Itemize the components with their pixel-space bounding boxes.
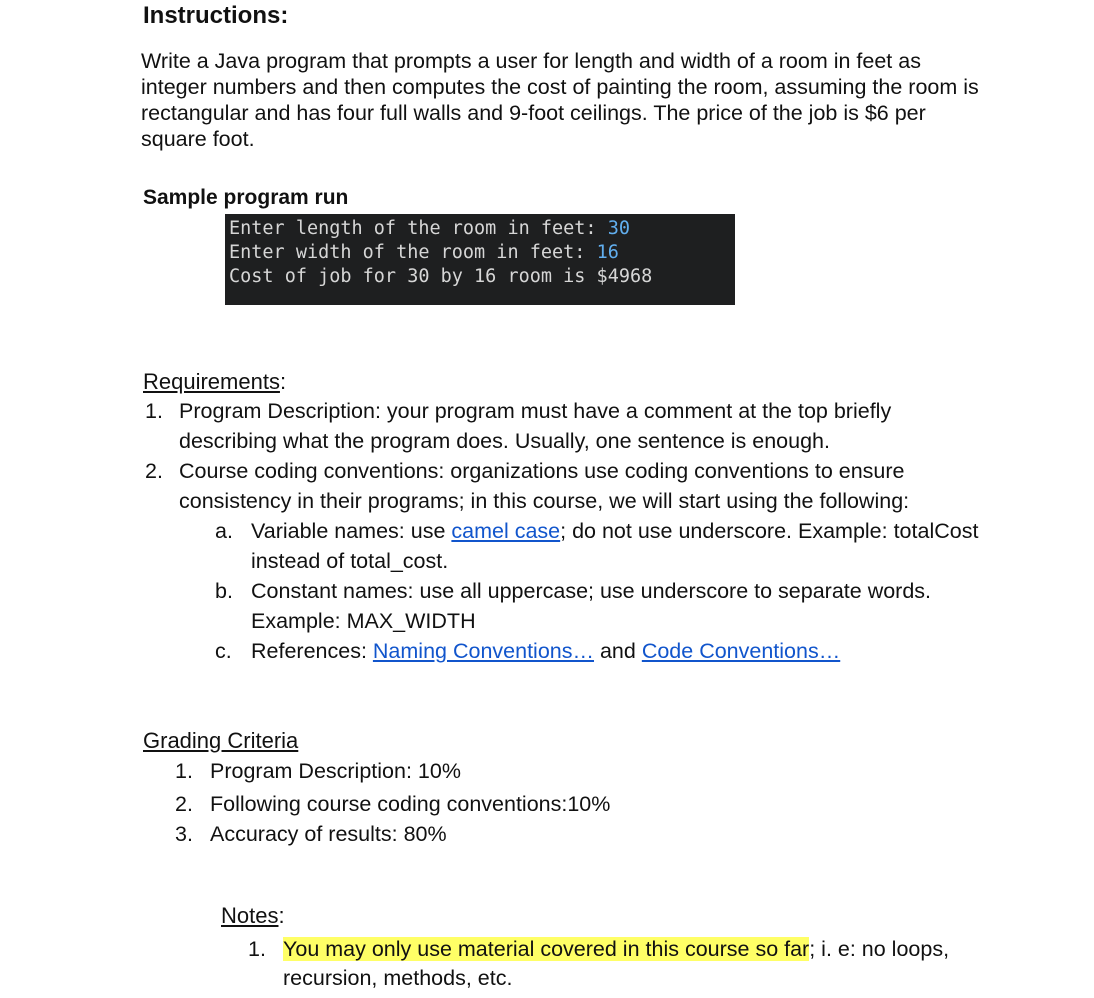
sublist-item-continuation: instead of total_cost. [251, 549, 449, 573]
instructions-paragraph [141, 48, 1091, 152]
requirements-title-text: Requirements [143, 369, 280, 394]
sublist-item-continuation: Example: MAX_WIDTH [251, 609, 476, 633]
instructions-line: square foot. [141, 127, 255, 151]
sample-run-title: Sample program run [143, 186, 349, 209]
list-item: Program Description: your program must have a comment at the top briefly [179, 399, 892, 423]
list-number: 1. [248, 937, 266, 961]
code-conventions-link[interactable]: Code Conventions… [641, 639, 841, 663]
grading-item: Program Description: 10% [210, 759, 461, 783]
sublist-item [251, 517, 978, 547]
list-number: 3. [175, 822, 193, 846]
instructions-heading: Instructions: [143, 2, 289, 29]
list-item-continuation: describing what the program does. Usually, one sentence is enough. [179, 429, 830, 453]
sublist-text: ; do not use underscore. Example: totalCost [560, 519, 979, 543]
list-number: 1. [175, 759, 193, 783]
grading-criteria-title-text: Grading Criteria [143, 728, 299, 753]
list-number: 1. [145, 399, 163, 423]
terminal-prompt: Enter width of the room in feet: [229, 242, 597, 263]
list-number: 2. [175, 792, 193, 816]
instructions-line: Write a Java program that prompts a user for length and width of a room in feet as [141, 49, 921, 73]
list-item-continuation: consistency in their programs; in this course, we will start using the following: [179, 489, 910, 513]
sublist-item: Constant names: use all uppercase; use underscore to separate words. [251, 579, 932, 603]
notes-item [283, 935, 949, 965]
camel-case-link[interactable]: camel case [451, 519, 561, 543]
sublist-text: References: [251, 639, 373, 663]
terminal-input-value: 16 [596, 242, 619, 263]
grading-item: Following course coding conventions:10% [210, 792, 611, 816]
sublist-item [251, 637, 840, 667]
requirements-title-colon: : [279, 369, 287, 394]
list-item: Course coding conventions: organizations use coding conventions to ensure [179, 459, 905, 483]
terminal-line-3: Cost of job for 30 by 16 room is $4968 [229, 266, 653, 287]
terminal-line-2 [229, 241, 735, 265]
notes-title-colon: : [278, 903, 285, 928]
terminal-line-1 [229, 217, 735, 241]
sublist-letter: a. [215, 519, 233, 543]
instructions-line: rectangular and has four full walls and 9-foot ceilings. The price of the job is $6 per [141, 101, 926, 125]
grading-criteria-title [143, 728, 298, 754]
terminal-input-value: 30 [607, 218, 630, 239]
naming-conventions-link[interactable]: Naming Conventions… [372, 639, 594, 663]
terminal-prompt: Enter length of the room in feet: [229, 218, 608, 239]
sample-run-terminal [225, 214, 735, 305]
grading-item: Accuracy of results: 80% [210, 822, 447, 846]
sublist-text: and [594, 639, 642, 663]
list-number: 2. [145, 459, 163, 483]
sublist-letter: b. [215, 579, 233, 603]
highlighted-text: You may only use material covered in this course so far [283, 937, 810, 961]
requirements-title [143, 369, 286, 395]
sublist-letter: c. [215, 639, 232, 663]
notes-title-text: Notes [221, 903, 279, 928]
notes-item-continuation: recursion, methods, etc. [283, 966, 513, 990]
sublist-text: Variable names: use [251, 519, 452, 543]
notes-text: ; i. e: no loops, [809, 937, 950, 961]
notes-title [221, 903, 285, 929]
instructions-line: integer numbers and then computes the cost of painting the room, assuming the room is [141, 75, 979, 99]
